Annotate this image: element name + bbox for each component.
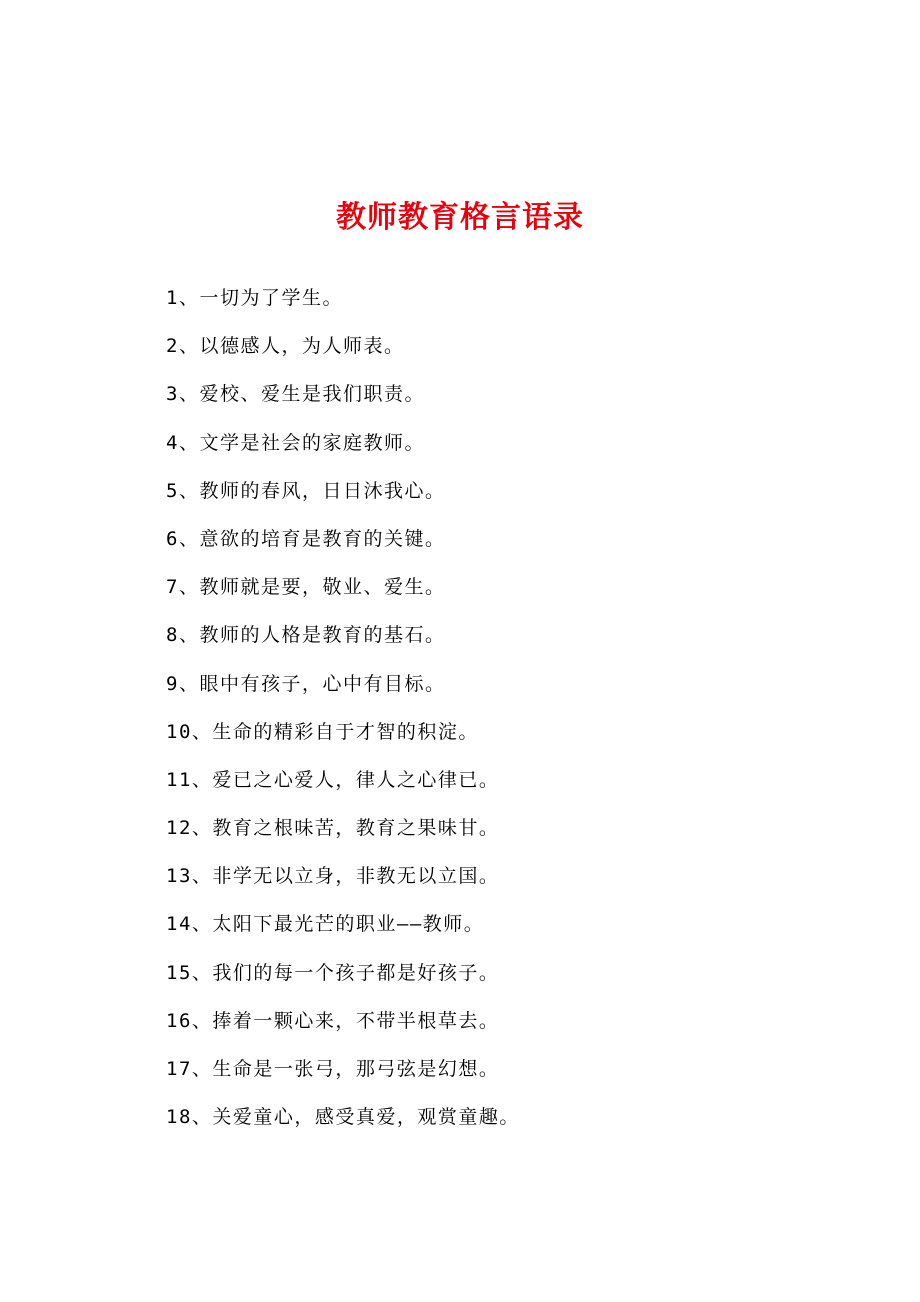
quote-item: 16、捧着一颗心来，不带半根草去。 bbox=[166, 1009, 500, 1032]
quote-item: 8、教师的人格是教育的基石。 bbox=[166, 624, 446, 647]
quote-item: 18、关爱童心，感受真爱，观赏童趣。 bbox=[166, 1106, 520, 1129]
quote-item: 1、一切为了学生。 bbox=[166, 287, 343, 309]
quote-item: 3、爱校、爱生是我们职责。 bbox=[166, 383, 425, 406]
quote-item: 10、生命的精彩自于才智的积淀。 bbox=[166, 720, 479, 743]
quote-item: 13、非学无以立身，非教无以立国。 bbox=[166, 865, 500, 888]
document-title: 教师教育格言语录 bbox=[336, 200, 584, 235]
quote-item: 4、文学是社会的家庭教师。 bbox=[166, 431, 425, 454]
quote-item: 7、教师就是要，敬业、爱生。 bbox=[166, 576, 446, 599]
quote-item: 5、教师的春风，日日沐我心。 bbox=[166, 479, 446, 502]
quote-item: 17、生命是一张弓，那弓弦是幻想。 bbox=[166, 1058, 500, 1080]
quote-item: 6、意欲的培育是教育的关键。 bbox=[166, 527, 446, 550]
quote-item: 12、教育之根味苦，教育之果味甘。 bbox=[166, 817, 500, 840]
quote-item: 11、爱已之心爱人，律人之心律已。 bbox=[166, 768, 500, 791]
quote-list bbox=[166, 276, 866, 1143]
quote-item: 2、以德感人，为人师表。 bbox=[166, 335, 405, 358]
quote-item: 15、我们的每一个孩子都是好孩子。 bbox=[166, 961, 500, 984]
quote-item: 9、眼中有孩子，心中有目标。 bbox=[166, 672, 446, 695]
quote-item: 14、太阳下最光芒的职业——教师。 bbox=[166, 913, 485, 936]
